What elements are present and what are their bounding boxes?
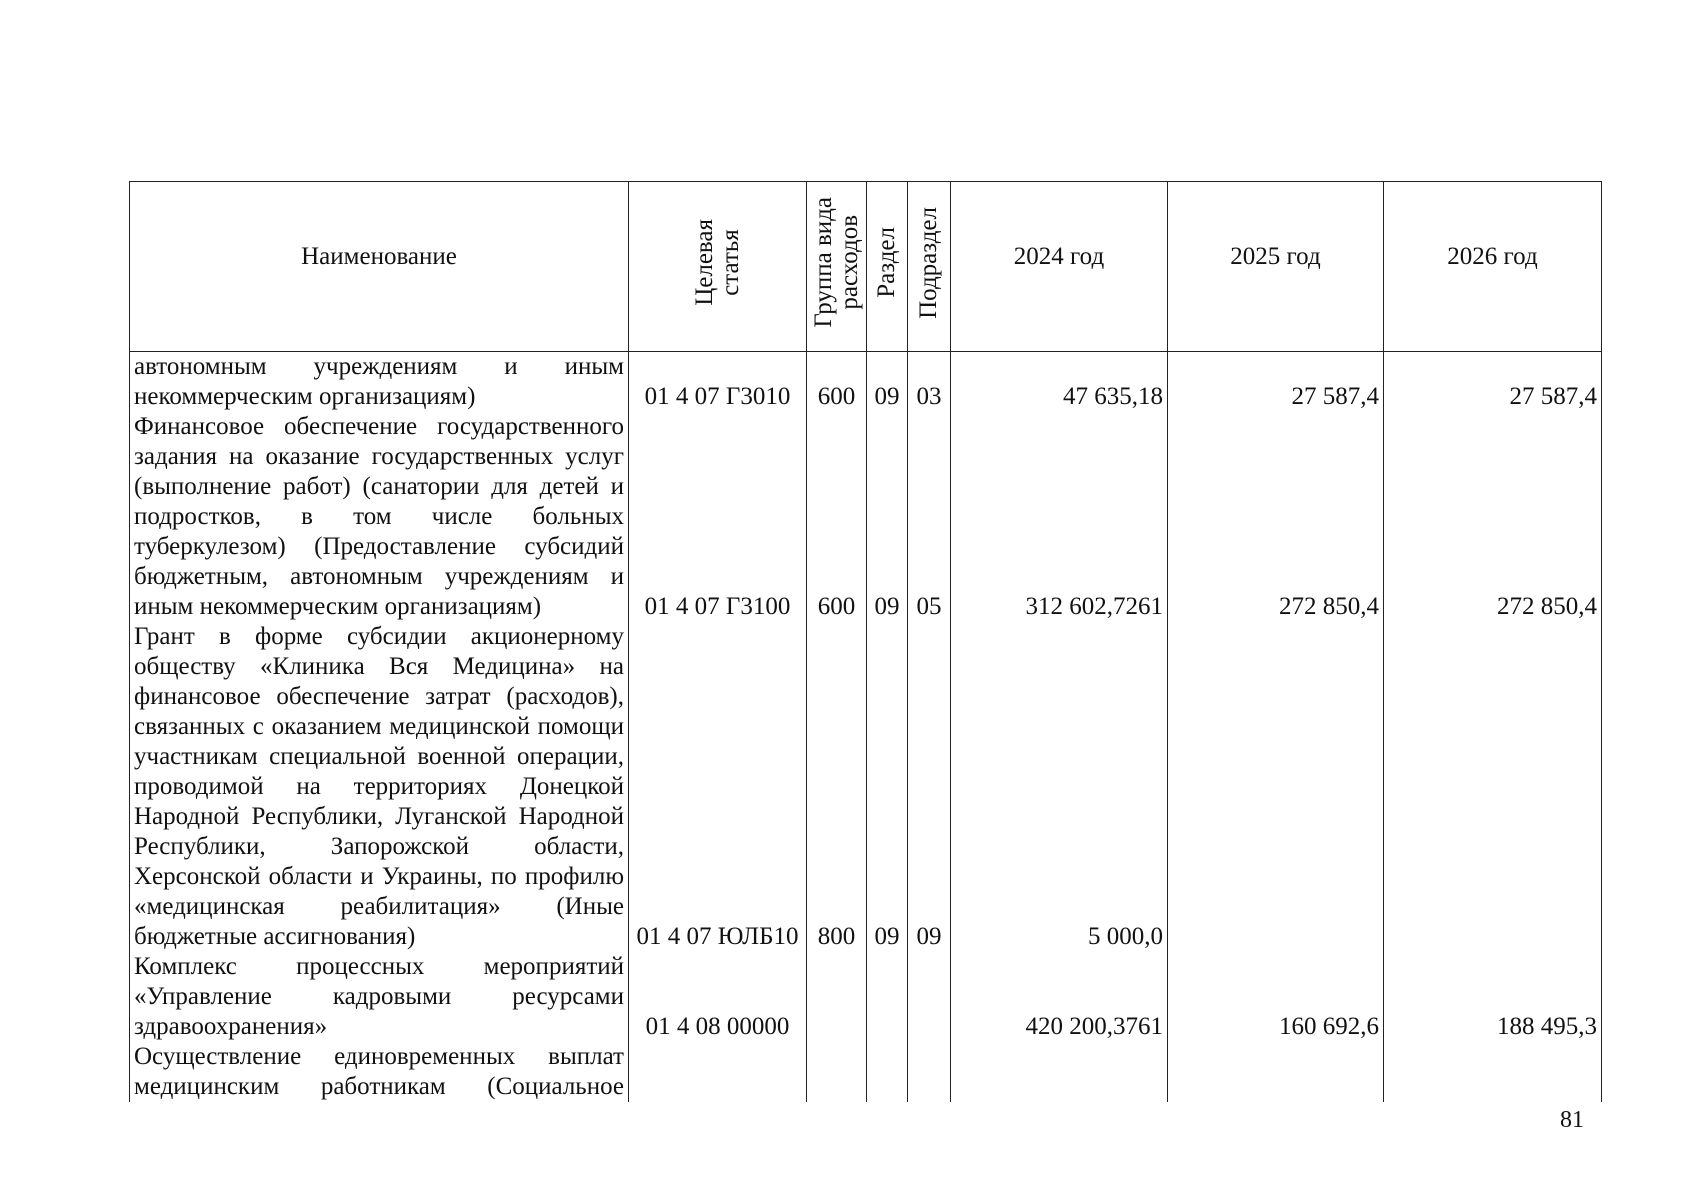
row-2026 bbox=[1384, 1042, 1602, 1102]
row-section: 09 bbox=[867, 622, 908, 952]
row-2026: 188 495,3 bbox=[1384, 952, 1602, 1042]
row-name: Осуществление единовременных выплат медицинским работникам (Социальное bbox=[130, 1042, 629, 1102]
header-row bbox=[130, 182, 1602, 352]
page-number: 81 bbox=[1560, 1107, 1584, 1133]
row-2024: 420 200,3761 bbox=[951, 952, 1168, 1042]
row-group: 600 bbox=[807, 352, 867, 413]
row-article: 01 4 07 Г3010 bbox=[629, 352, 807, 413]
row-subsection bbox=[908, 952, 951, 1042]
row-name: Финансовое обеспечение государственного задания на оказание государственных услуг (выполнение работ) (санатории для детей и подростков, в том числе больных туберкулезом) (Предоставление субсидий бюджетным, автономным учреждениям и иным некоммерческим организациям) bbox=[130, 412, 629, 622]
header-target-article: Целевая статья bbox=[629, 182, 807, 352]
row-section bbox=[867, 1042, 908, 1102]
row-name: автономным учреждениям и иным некоммерческим организациям) bbox=[130, 352, 629, 413]
row-name: Грант в форме субсидии акционерному обществу «Клиника Вся Медицина» на финансовое обеспечение затрат (расходов), связанных с оказанием медицинской помощи участникам специальной военной операции, проводимой на территориях Донецкой Народной Республики, Луганской Народной Республики, Запорожской области, Херсонской области и Украины, по профилю «медицинская реабилитация» (Иные бюджетные ассигнования) bbox=[130, 622, 629, 952]
row-2024: 47 635,18 bbox=[951, 352, 1168, 413]
header-expense-group: Группа вида расходов bbox=[807, 182, 867, 352]
row-group: 600 bbox=[807, 412, 867, 622]
row-2026: 272 850,4 bbox=[1384, 412, 1602, 622]
row-section: 09 bbox=[867, 412, 908, 622]
row-2025 bbox=[1168, 1042, 1384, 1102]
row-group bbox=[807, 1042, 867, 1102]
table-row bbox=[130, 352, 1602, 413]
row-subsection: 05 bbox=[908, 412, 951, 622]
row-section bbox=[867, 952, 908, 1042]
row-2026 bbox=[1384, 622, 1602, 952]
row-article: 01 4 07 Г3100 bbox=[629, 412, 807, 622]
row-2025: 27 587,4 bbox=[1168, 352, 1384, 413]
row-2025 bbox=[1168, 622, 1384, 952]
row-2024 bbox=[951, 1042, 1168, 1102]
budget-table bbox=[129, 181, 1602, 1102]
header-subsection: Подраздел bbox=[908, 182, 951, 352]
row-section: 09 bbox=[867, 352, 908, 413]
table-row bbox=[130, 622, 1602, 952]
row-name: Комплекс процессных мероприятий «Управление кадровыми ресурсами здравоохранения» bbox=[130, 952, 629, 1042]
table-row bbox=[130, 412, 1602, 622]
row-article: 01 4 07 ЮЛБ10 bbox=[629, 622, 807, 952]
row-article bbox=[629, 1042, 807, 1102]
table-row bbox=[130, 952, 1602, 1042]
header-name: Наименование bbox=[130, 182, 629, 352]
row-subsection: 03 bbox=[908, 352, 951, 413]
row-group: 800 bbox=[807, 622, 867, 952]
row-2024: 5 000,0 bbox=[951, 622, 1168, 952]
row-group bbox=[807, 952, 867, 1042]
header-section: Раздел bbox=[867, 182, 908, 352]
row-2025: 272 850,4 bbox=[1168, 412, 1384, 622]
row-article: 01 4 08 00000 bbox=[629, 952, 807, 1042]
row-2026: 27 587,4 bbox=[1384, 352, 1602, 413]
header-2024: 2024 год bbox=[951, 182, 1168, 352]
row-subsection bbox=[908, 1042, 951, 1102]
header-2026: 2026 год bbox=[1384, 182, 1602, 352]
row-2024: 312 602,7261 bbox=[951, 412, 1168, 622]
row-subsection: 09 bbox=[908, 622, 951, 952]
header-2025: 2025 год bbox=[1168, 182, 1384, 352]
table-row bbox=[130, 1042, 1602, 1102]
row-2025: 160 692,6 bbox=[1168, 952, 1384, 1042]
